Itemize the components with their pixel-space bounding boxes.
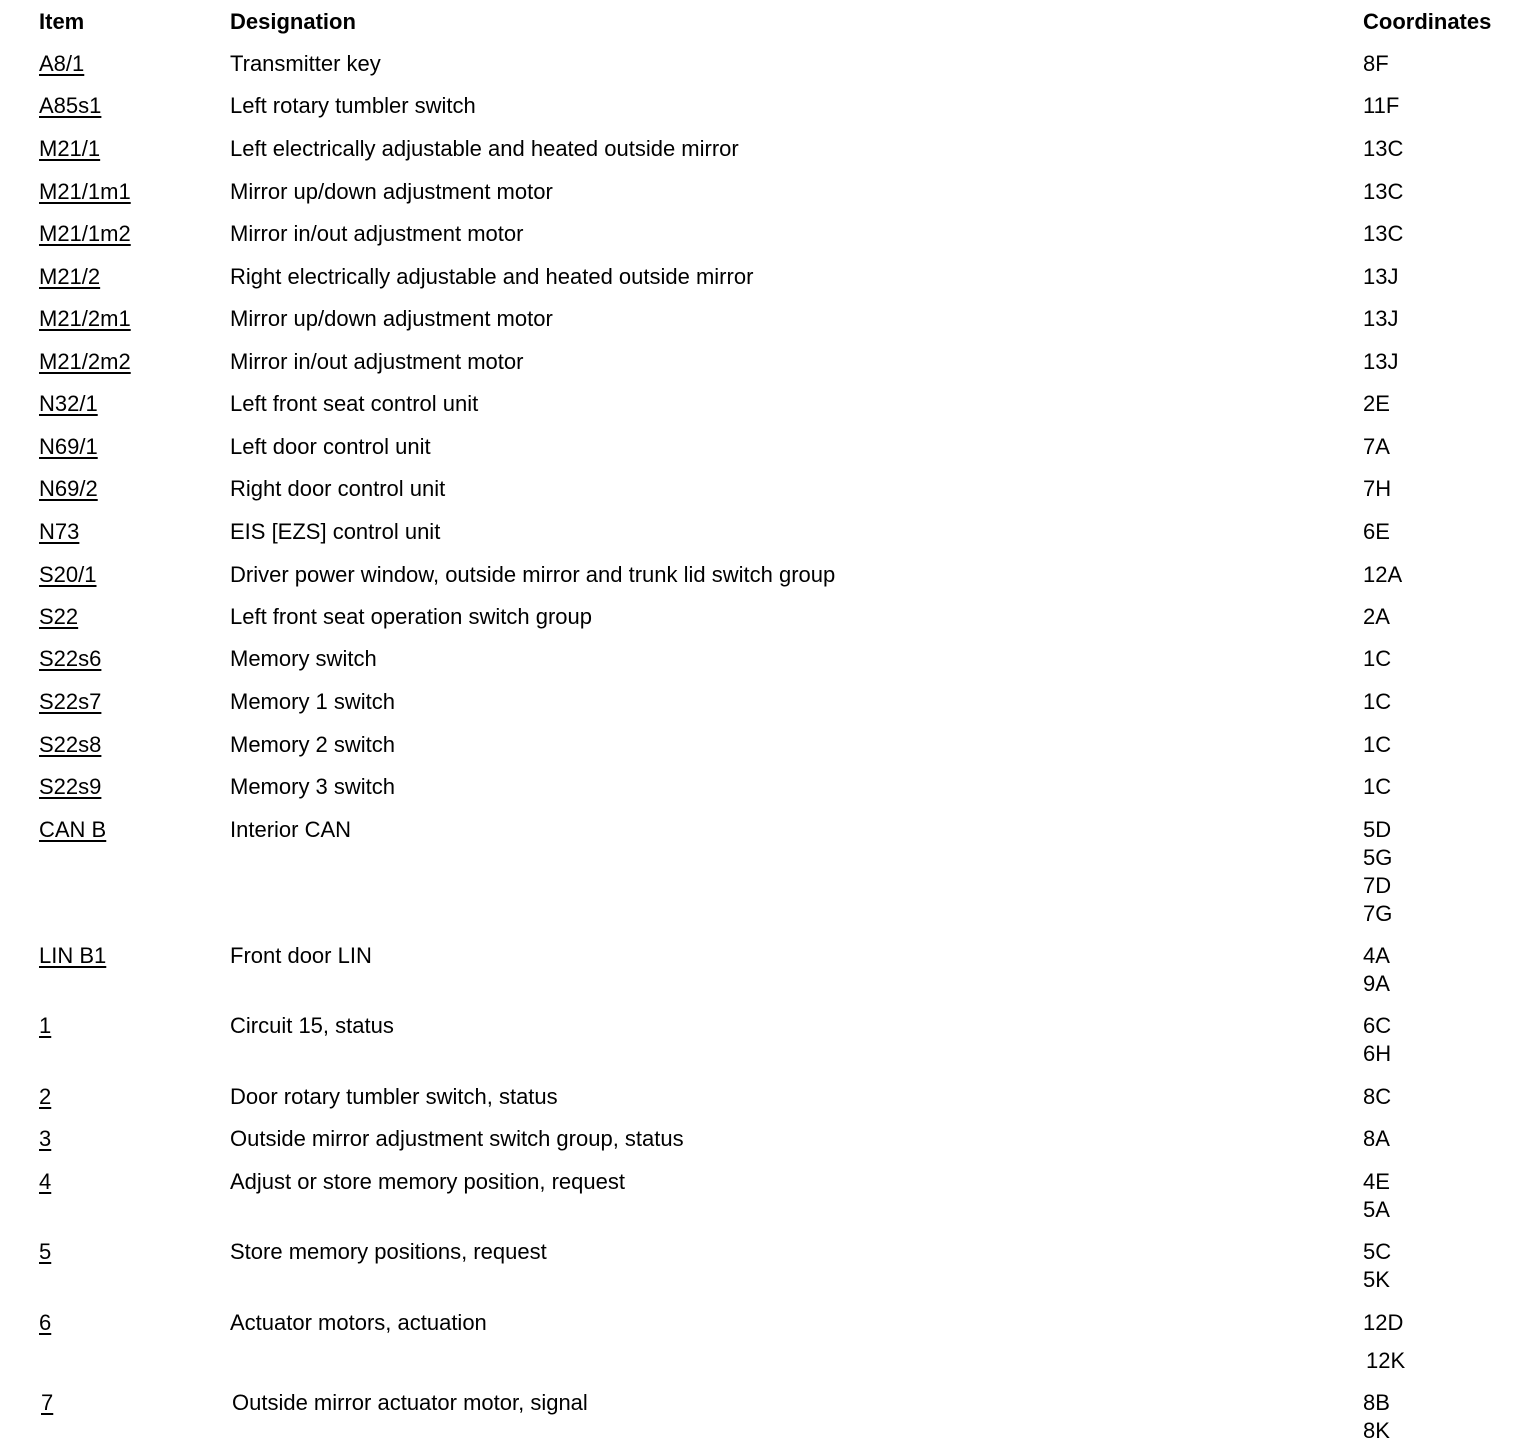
item-cell bbox=[41, 1389, 53, 1417]
item-link[interactable]: M21/1m1 bbox=[39, 179, 131, 204]
coordinates-cell bbox=[1363, 220, 1403, 248]
coordinates-cell bbox=[1363, 1168, 1390, 1224]
item-cell bbox=[39, 645, 101, 673]
designation-cell: Mirror in/out adjustment motor bbox=[230, 349, 524, 374]
designation-cell: Left front seat operation switch group bbox=[230, 604, 592, 629]
item-link[interactable]: 4 bbox=[39, 1169, 52, 1194]
item-cell bbox=[39, 1238, 51, 1266]
item-link[interactable]: S22s6 bbox=[39, 646, 102, 671]
coordinates-cell bbox=[1363, 603, 1390, 631]
coordinate-value: 5A bbox=[1363, 1197, 1390, 1222]
designation-cell: Left front seat control unit bbox=[230, 391, 479, 416]
coordinate-value: 5G bbox=[1363, 845, 1393, 870]
item-link[interactable]: CAN B bbox=[39, 817, 107, 842]
item-link[interactable]: A85s1 bbox=[39, 93, 102, 118]
coordinates-cell bbox=[1363, 135, 1403, 163]
designation-cell: Door rotary tumbler switch, status bbox=[230, 1084, 558, 1109]
designation-cell: Memory 1 switch bbox=[230, 689, 396, 714]
designation-cell: Memory switch bbox=[230, 646, 377, 671]
item-link[interactable]: 1 bbox=[39, 1013, 52, 1038]
designation-cell: Right electrically adjustable and heated outside mirror bbox=[230, 264, 754, 289]
item-link[interactable]: M21/2m2 bbox=[39, 349, 131, 374]
coordinates-cell bbox=[1363, 348, 1398, 376]
designation-cell: EIS [EZS] control unit bbox=[230, 519, 441, 544]
item-link[interactable]: S22 bbox=[39, 604, 79, 629]
item-cell bbox=[39, 1012, 51, 1040]
designation-cell: Adjust or store memory position, request bbox=[230, 1169, 625, 1194]
coordinates-cell bbox=[1363, 1238, 1391, 1294]
designation-cell: Store memory positions, request bbox=[230, 1239, 547, 1264]
item-link[interactable]: M21/2m1 bbox=[39, 306, 131, 331]
designation-cell: Mirror up/down adjustment motor bbox=[230, 306, 553, 331]
item-cell bbox=[39, 348, 131, 376]
designation-cell: Front door LIN bbox=[230, 943, 372, 968]
item-cell bbox=[39, 688, 101, 716]
coordinate-value: 13C bbox=[1363, 179, 1404, 204]
coordinates-cell bbox=[1363, 1309, 1406, 1373]
designation-cell: Left electrically adjustable and heated outside mirror bbox=[230, 136, 739, 161]
coordinate-value: 4A bbox=[1363, 943, 1390, 968]
coordinate-value: 2A bbox=[1363, 604, 1390, 629]
item-cell bbox=[39, 220, 131, 248]
coordinate-value: 8C bbox=[1363, 1084, 1392, 1109]
item-cell bbox=[39, 178, 131, 206]
item-link[interactable]: M21/1m2 bbox=[39, 221, 131, 246]
item-link[interactable]: 5 bbox=[39, 1239, 52, 1264]
coordinates-cell bbox=[1363, 731, 1391, 759]
item-cell bbox=[39, 263, 100, 291]
coordinate-value: 7A bbox=[1363, 434, 1390, 459]
coordinate-value: 13C bbox=[1363, 221, 1404, 246]
coordinates-cell bbox=[1363, 942, 1390, 998]
item-link[interactable]: N73 bbox=[39, 519, 80, 544]
item-link[interactable]: N32/1 bbox=[39, 391, 98, 416]
item-link[interactable]: 7 bbox=[41, 1390, 54, 1415]
item-cell bbox=[39, 50, 84, 78]
coordinates-cell bbox=[1363, 390, 1390, 418]
item-cell bbox=[39, 942, 106, 970]
header-coordinates: Coordinates bbox=[1363, 9, 1492, 34]
item-link[interactable]: LIN B1 bbox=[39, 943, 107, 968]
designation-cell: Transmitter key bbox=[230, 51, 381, 76]
coordinate-value: 6E bbox=[1363, 519, 1390, 544]
item-link[interactable]: M21/2 bbox=[39, 264, 101, 289]
coordinates-cell bbox=[1363, 433, 1390, 461]
coordinate-value: 5D bbox=[1363, 817, 1392, 842]
item-cell bbox=[39, 1309, 51, 1337]
item-cell bbox=[39, 305, 131, 333]
coordinate-value: 11F bbox=[1363, 93, 1400, 118]
coordinate-value: 13C bbox=[1363, 136, 1404, 161]
coordinates-cell bbox=[1363, 518, 1390, 546]
coordinates-cell bbox=[1363, 92, 1399, 120]
item-link[interactable]: S22s8 bbox=[39, 732, 102, 757]
item-link[interactable]: S20/1 bbox=[39, 562, 97, 587]
coordinate-value: 13J bbox=[1363, 306, 1399, 331]
coordinates-cell bbox=[1363, 688, 1391, 716]
coordinate-value: 7H bbox=[1363, 476, 1392, 501]
coordinates-cell bbox=[1363, 561, 1402, 589]
coordinate-value: 7G bbox=[1363, 901, 1393, 926]
designation-cell: Outside mirror adjustment switch group, status bbox=[230, 1126, 684, 1151]
item-cell bbox=[39, 1083, 51, 1111]
designation-cell: Left door control unit bbox=[230, 434, 431, 459]
item-cell bbox=[39, 390, 98, 418]
item-cell bbox=[39, 603, 78, 631]
designation-cell: Outside mirror actuator motor, signal bbox=[232, 1390, 588, 1415]
designation-cell: Interior CAN bbox=[230, 817, 352, 842]
coordinate-value: 13J bbox=[1363, 349, 1399, 374]
item-cell bbox=[39, 92, 101, 120]
designation-cell: Actuator motors, actuation bbox=[230, 1310, 487, 1335]
coordinate-value: 8K bbox=[1363, 1418, 1390, 1443]
item-cell bbox=[39, 135, 100, 163]
item-link[interactable]: 3 bbox=[39, 1126, 52, 1151]
designation-cell: Right door control unit bbox=[230, 476, 446, 501]
designation-cell: Driver power window, outside mirror and trunk lid switch group bbox=[230, 562, 836, 587]
designation-cell: Memory 3 switch bbox=[230, 774, 396, 799]
coordinates-cell bbox=[1363, 1083, 1391, 1111]
coordinate-value: 6H bbox=[1363, 1041, 1392, 1066]
item-link[interactable]: 2 bbox=[39, 1084, 52, 1109]
coordinate-value: 1C bbox=[1363, 646, 1392, 671]
coordinate-value: 9A bbox=[1363, 971, 1390, 996]
header-designation: Designation bbox=[230, 9, 356, 34]
coordinates-cell bbox=[1363, 816, 1392, 928]
item-cell bbox=[39, 561, 97, 589]
item-cell bbox=[39, 1168, 51, 1196]
item-link[interactable]: 6 bbox=[39, 1310, 52, 1335]
coordinates-cell bbox=[1363, 645, 1391, 673]
header-item: Item bbox=[39, 9, 85, 34]
coordinates-cell bbox=[1363, 1012, 1391, 1068]
item-cell bbox=[39, 433, 98, 461]
item-link[interactable]: N69/2 bbox=[39, 476, 98, 501]
item-link[interactable]: N69/1 bbox=[39, 434, 98, 459]
coordinate-value: 4E bbox=[1363, 1169, 1390, 1194]
coordinate-value: 12D bbox=[1363, 1310, 1404, 1335]
coordinate-value: 2E bbox=[1363, 391, 1390, 416]
coordinate-value: 12A bbox=[1363, 562, 1403, 587]
item-cell bbox=[39, 731, 101, 759]
item-cell bbox=[39, 1125, 51, 1153]
coordinate-value: 12K bbox=[1366, 1348, 1406, 1373]
coordinate-value: 5K bbox=[1363, 1267, 1390, 1292]
coordinate-value: 8F bbox=[1363, 51, 1389, 76]
coordinates-cell bbox=[1363, 263, 1398, 291]
coordinates-cell bbox=[1363, 178, 1403, 206]
coordinate-value: 5C bbox=[1363, 1239, 1392, 1264]
coordinates-cell bbox=[1363, 475, 1391, 503]
designation-cell: Left rotary tumbler switch bbox=[230, 93, 476, 118]
coordinate-value: 6C bbox=[1363, 1013, 1392, 1038]
item-link[interactable]: A8/1 bbox=[39, 51, 85, 76]
item-cell bbox=[39, 518, 79, 546]
coordinate-value: 8A bbox=[1363, 1126, 1390, 1151]
coordinate-value: 1C bbox=[1363, 689, 1392, 714]
designation-cell: Mirror up/down adjustment motor bbox=[230, 179, 553, 204]
coordinates-cell bbox=[1363, 50, 1389, 78]
item-link[interactable]: M21/1 bbox=[39, 136, 101, 161]
coordinates-cell bbox=[1363, 305, 1398, 333]
coordinate-value: 13J bbox=[1363, 264, 1399, 289]
item-cell bbox=[39, 816, 106, 844]
coordinate-value: 1C bbox=[1363, 732, 1392, 757]
coordinate-value: 1C bbox=[1363, 774, 1392, 799]
coordinates-cell bbox=[1363, 1125, 1390, 1153]
coordinates-cell bbox=[1363, 1389, 1390, 1445]
item-cell bbox=[39, 773, 101, 801]
coordinate-value: 8B bbox=[1363, 1390, 1390, 1415]
item-link[interactable]: S22s9 bbox=[39, 774, 102, 799]
designation-cell: Circuit 15, status bbox=[230, 1013, 394, 1038]
designation-cell: Mirror in/out adjustment motor bbox=[230, 221, 524, 246]
item-link[interactable]: S22s7 bbox=[39, 689, 102, 714]
designation-cell: Memory 2 switch bbox=[230, 732, 396, 757]
item-cell bbox=[39, 475, 98, 503]
coordinates-cell bbox=[1363, 773, 1391, 801]
coordinate-value: 7D bbox=[1363, 873, 1392, 898]
